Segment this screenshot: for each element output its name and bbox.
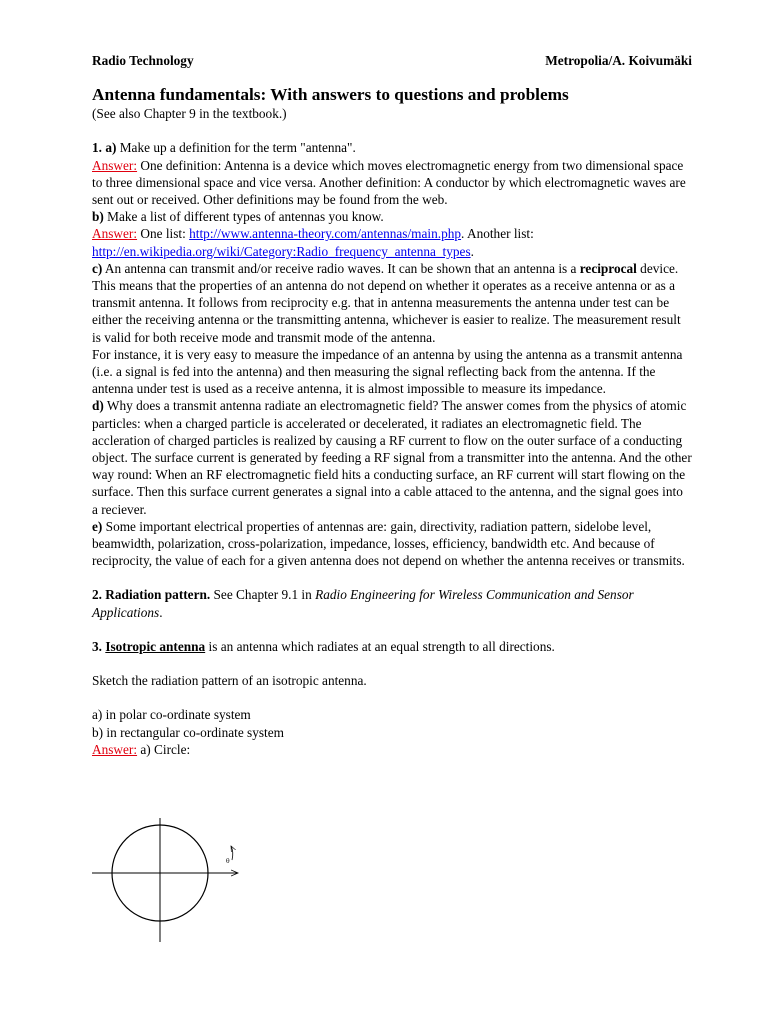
q1a-letter: a) [105, 140, 117, 156]
angle-label: θ [226, 858, 230, 865]
q1b-letter: b) [92, 209, 104, 225]
term-reciprocal: reciprocal [579, 260, 637, 276]
q1e-text: Some important electrical properties of antennas are: gain, directivity, radiation pattern, sidelobe level, beamwidth, polarization, cross-polarization, impedance, losses, efficiency, bandwidth etc. And because of reciprocity, the value of each for a given antenna does not depend on whether the antenna receives or transmits. [92, 518, 685, 569]
answer-1b-end: . [470, 243, 474, 259]
answer-label: Answer: [92, 157, 138, 173]
answer-3-text: a) Circle: [137, 741, 191, 757]
answer-1a [92, 157, 692, 209]
angle-arrow [231, 846, 233, 860]
sketch-instruction: Sketch the radiation pattern of an isotropic antenna. [92, 673, 367, 689]
question-1d [92, 397, 692, 517]
isotropic-polar-sketch [92, 818, 252, 948]
q1d-letter: d) [92, 398, 104, 414]
header-author: Metropolia/A. Koivumäki [545, 53, 692, 68]
part-a: a) in polar co-ordinate system [92, 707, 251, 723]
document-title: Antenna fundamentals: With answers to questions and problems [92, 85, 569, 105]
q1c-letter: c) [92, 260, 103, 276]
q1b-text: Make a list of different types of antennas you know. [103, 209, 384, 225]
part-b: b) in rectangular co-ordinate system [92, 724, 284, 740]
question-1e [92, 518, 692, 570]
header-course: Radio Technology [92, 53, 194, 68]
link-wikipedia[interactable]: http://en.wikipedia.org/wiki/Category:Radio_frequency_antenna_types [92, 243, 471, 259]
answer-1b-mid: . Another list: [461, 226, 534, 242]
q1a-text: Make up a definition for the term "antenna". [116, 140, 356, 156]
term-isotropic-antenna: Isotropic antenna [105, 638, 206, 654]
question-1c [92, 260, 692, 346]
question-2 [92, 586, 692, 620]
question-3 [92, 638, 692, 655]
answer-1a-text: One definition: Antenna is a device which moves electromagnetic energy from two dimensional space to three dimensional space and vice versa. Another definition: A conductor by which electromagnetic waves are sent out or received. Other definitions may be found from the web. [92, 157, 686, 208]
q1c-text-1: An antenna can transmit and/or receive radio waves. It can be shown that an antenna is a [102, 260, 580, 276]
q1d-text: Why does a transmit antenna radiate an electromagnetic field? The answer comes from the physics of atomic particles: when a charged particle is accelerated or decelerated, it radiates an electromagnetic field. The accleration of charged particles is realized by causing a RF current to flow on the outer surface of a conducting object. The surface current is generated by feeding a RF signal from a transmitter into the antenna. And the other way round: When an RF electromagnetic field hits a conducting surface, an RF current will start flowing on the surface. Then this surface current generates a signal into a cable attaced to the antenna, and the signal goes into a reciever. [92, 398, 692, 517]
question-1a [92, 139, 692, 156]
document-subtitle: (See also Chapter 9 in the textbook.) [92, 106, 287, 122]
answer-label: Answer: [92, 741, 138, 757]
answer-1b [92, 225, 692, 259]
answer-1b-pre: One list: [137, 226, 190, 242]
q2-end: . [159, 604, 163, 620]
answer-label: Answer: [92, 226, 138, 242]
q3-number: 3. [92, 638, 102, 654]
answer-3 [92, 741, 692, 758]
link-antenna-theory[interactable]: http://www.antenna-theory.com/antennas/main.php [189, 226, 462, 242]
paragraph-impedance: For instance, it is very easy to measure the impedance of an antenna by using the antenna as a transmit antenna (i.e. a signal is fed into the antenna) and then measuring the signal reflecting back from the antenna. If the antenna under test is used as a receive antenna, it is almost impossible to measure its impedance. [92, 346, 683, 397]
q3-text: is an antenna which radiates at an equal strength to all directions. [205, 638, 555, 654]
document-page [92, 52, 692, 758]
q2-heading: 2. Radiation pattern. [92, 587, 211, 603]
q1e-letter: e) [92, 518, 103, 534]
textbook-title: Radio Engineering for Wireless Communication and Sensor Applications [92, 587, 634, 620]
page-header [92, 52, 692, 69]
q1-number: 1. [92, 140, 102, 156]
question-1b [92, 208, 692, 225]
q1c-text-2: device. This means that the properties of an antenna do not depend on whether it operates as a receive antenna or as a transmit antenna. It follows from reciprocity e.g. that in antenna measurements the antenna under test can be either the receiving antenna or the transmitting antenna, whichever is easier to realize. The measurement result is valid for both receive mode and transmit mode of the antenna. [92, 260, 681, 345]
q2-text: See Chapter 9.1 in [210, 587, 316, 603]
